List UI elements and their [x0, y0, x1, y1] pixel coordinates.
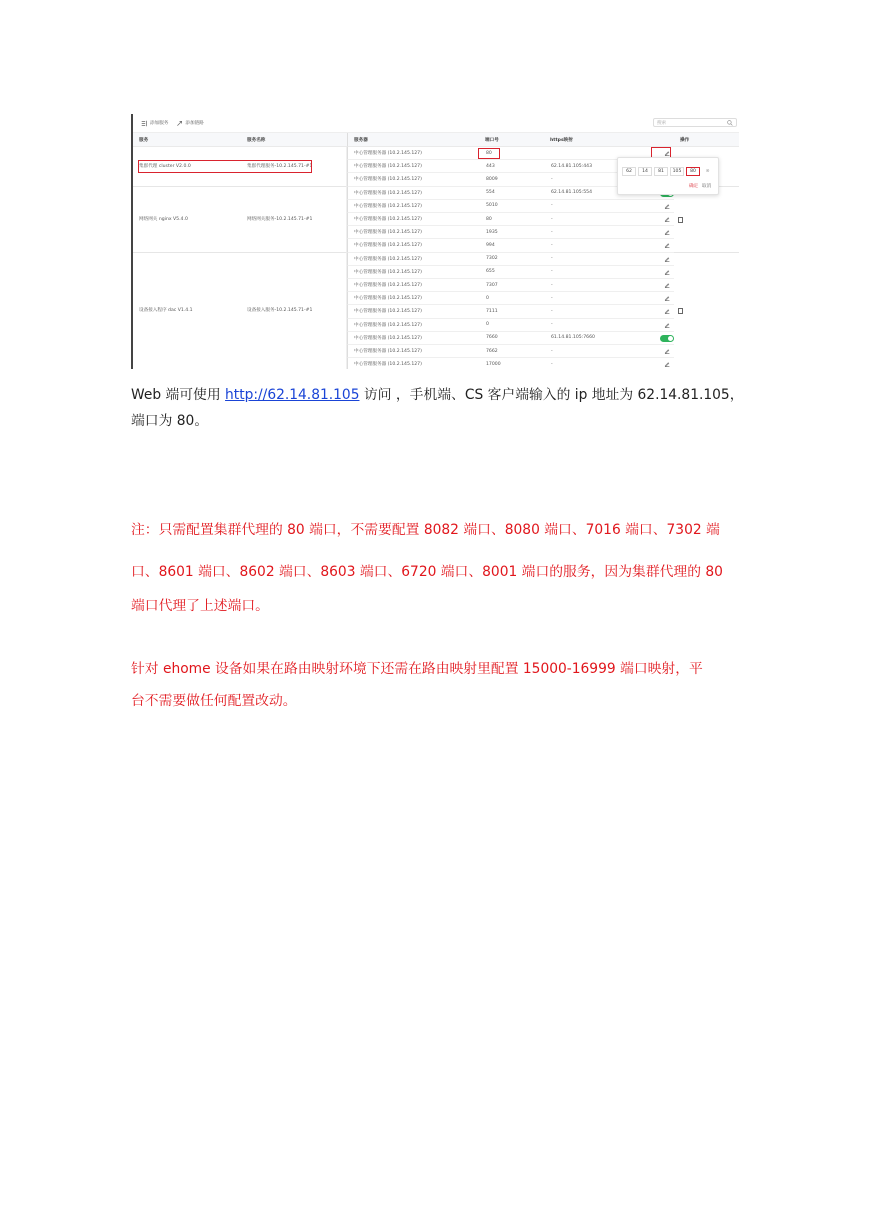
table-row — [347, 226, 674, 239]
link-icon — [176, 120, 183, 127]
server-cell: 中心管理服务器 (10.2.145.127) — [354, 322, 422, 328]
paragraph-web-access — [131, 382, 744, 434]
add-service-button[interactable] — [141, 120, 168, 127]
group-dac — [133, 253, 347, 369]
group-service: 网络网关服务-10.2.145.71-#1 — [247, 217, 313, 222]
port-cell: 17000 — [486, 361, 501, 367]
table-row — [347, 319, 674, 332]
server-cell: 中心管理服务器 (10.2.145.127) — [354, 349, 422, 355]
port-cell: 554 — [486, 190, 495, 196]
edit-icon[interactable] — [664, 295, 670, 301]
table-row — [347, 332, 674, 345]
https-cell: - — [551, 269, 553, 275]
port-cell: 655 — [486, 269, 495, 275]
port-cell: 0 — [486, 295, 489, 301]
text-pre: Web 端可使用 — [131, 387, 226, 403]
edit-icon[interactable] — [664, 348, 670, 354]
ip-segment-1[interactable]: 62 — [622, 167, 636, 176]
server-cell: 中心管理服务器 (10.2.145.127) — [354, 190, 422, 196]
text-post: 访问 ，手机端、CS 客户端输入的 ip 地址为 62.14.81.105， — [359, 387, 744, 403]
paragraph-line: 端口为 80。 — [131, 413, 209, 429]
server-cell: 中心管理服务器 (10.2.145.127) — [354, 243, 422, 249]
paragraph-ehome — [131, 656, 737, 714]
table-row — [347, 305, 674, 318]
paragraph-note — [131, 517, 737, 619]
https-cell: - — [551, 322, 553, 328]
port-cell: 80 — [486, 150, 492, 156]
server-cell: 中心管理服务器 (10.2.145.127) — [354, 309, 422, 315]
paragraph-line: 端口代理了上述端口。 — [131, 598, 269, 614]
header-service-name: 服务名称 — [241, 133, 347, 147]
server-cell: 中心管理服务器 (10.2.145.127) — [354, 230, 422, 236]
paragraph-line: 注：只需配置集群代理的 80 端口，不需要配置 8082 端口、8080 端口、7016 端口、7302 端 — [131, 522, 720, 538]
port-cell: 5010 — [486, 203, 498, 209]
edit-icon[interactable] — [664, 229, 670, 235]
paragraph-line: 针对 ehome 设备如果在路由映射环境下还需在路由映射里配置 15000-16999 端口映射，平 — [131, 661, 703, 677]
ip-segment-2[interactable]: 14 — [638, 167, 652, 176]
server-cell: 中心管理服务器 (10.2.145.127) — [354, 203, 422, 209]
edit-icon[interactable] — [664, 216, 670, 222]
header-operation: 操作 — [674, 133, 739, 147]
group-name: 网络网关 nginx V5.4.0 — [139, 217, 188, 222]
add-service-label: 添加服务 — [150, 121, 169, 126]
cancel-button[interactable]: 取消 — [702, 184, 712, 189]
header-https: https映射 — [544, 133, 674, 147]
trash-icon[interactable] — [678, 217, 683, 223]
port-cell: 0 — [486, 322, 489, 328]
table-row — [347, 266, 674, 279]
https-toggle[interactable] — [660, 335, 674, 342]
table-row — [347, 253, 674, 266]
table-row — [347, 292, 674, 305]
https-cell: - — [551, 242, 553, 248]
edit-icon[interactable] — [664, 256, 670, 262]
https-cell: - — [551, 361, 553, 367]
port-cell: 7111 — [486, 308, 498, 314]
edit-icon[interactable] — [664, 269, 670, 275]
ip-segment-3[interactable]: 81 — [654, 167, 668, 176]
paragraph-line: 台不需要做任何配置改动。 — [131, 693, 297, 709]
https-cell: - — [551, 282, 553, 288]
server-cell: 中心管理服务器 (10.2.145.127) — [354, 177, 422, 183]
table-row — [347, 345, 674, 358]
port-cell: 80 — [486, 216, 492, 222]
port-cell: 7660 — [486, 335, 498, 341]
header-name: 服务 — [133, 133, 241, 147]
edit-icon[interactable] — [664, 361, 670, 367]
https-cell: - — [551, 229, 553, 235]
port-cell: 7302 — [486, 256, 498, 262]
ip-segment-4[interactable]: 105 — [670, 167, 684, 176]
https-cell: - — [551, 256, 553, 262]
edit-icon[interactable] — [664, 203, 670, 209]
server-cell: 中心管理服务器 (10.2.145.127) — [354, 256, 422, 262]
add-link-button[interactable] — [176, 120, 203, 127]
server-cell: 中心管理服务器 (10.2.145.127) — [354, 283, 422, 289]
https-cell: 62.14.81.105:443 — [551, 163, 593, 169]
port-input[interactable]: 80 — [686, 167, 700, 176]
https-cell: - — [551, 295, 553, 301]
confirm-button[interactable]: 确定 — [689, 184, 699, 189]
edit-icon[interactable] — [664, 242, 670, 248]
paragraph-line — [131, 382, 744, 408]
list-add-icon — [141, 120, 148, 127]
server-cell: 中心管理服务器 (10.2.145.127) — [354, 151, 422, 157]
header-port: 端口号 — [479, 133, 544, 147]
https-cell: - — [551, 348, 553, 354]
port-cell: 443 — [486, 163, 495, 169]
port-cell: 8009 — [486, 176, 498, 182]
table-row — [347, 239, 674, 252]
toolbar — [133, 114, 739, 133]
group-service: 集群代理服务-10.2.145.71-#1 — [247, 164, 313, 169]
edit-icon[interactable] — [664, 282, 670, 288]
edit-icon[interactable] — [664, 308, 670, 314]
server-cell: 中心管理服务器 (10.2.145.127) — [354, 362, 422, 368]
table-row — [347, 279, 674, 292]
highlight-port — [478, 148, 500, 159]
search-input[interactable] — [653, 118, 737, 127]
highlight-cluster — [138, 160, 312, 173]
search-placeholder: 搜索 — [657, 120, 667, 126]
group-nginx — [133, 187, 347, 253]
trash-icon[interactable] — [678, 308, 683, 314]
server-cell: 中心管理服务器 (10.2.145.127) — [354, 164, 422, 170]
ip-edit-popover — [617, 157, 719, 195]
table-row — [347, 358, 674, 369]
https-cell: 61.14.81.105:7660 — [551, 335, 595, 341]
server-cell: 中心管理服务器 (10.2.145.127) — [354, 296, 422, 302]
https-cell: 62.14.81.105:554 — [551, 190, 593, 196]
edit-icon[interactable] — [664, 322, 670, 328]
clear-icon[interactable]: ⊗ — [705, 169, 710, 174]
port-cell: 994 — [486, 242, 495, 248]
table-row — [347, 213, 674, 226]
header-server: 服务器 — [347, 133, 479, 147]
group-name: 设备接入程序 dac V1.4.1 — [139, 308, 193, 313]
web-link[interactable]: http://62.14.81.105 — [225, 387, 360, 403]
search-icon — [727, 120, 733, 126]
https-cell: - — [551, 176, 553, 182]
group-name: 集群代理 cluster V2.0.0 — [139, 164, 191, 169]
port-cell: 7662 — [486, 348, 498, 354]
server-cell: 中心管理服务器 (10.2.145.127) — [354, 335, 422, 341]
group-service: 设备接入服务-10.2.145.71-#1 — [247, 308, 313, 313]
port-cell: 7307 — [486, 282, 498, 288]
https-cell: - — [551, 203, 553, 209]
server-cell: 中心管理服务器 (10.2.145.127) — [354, 269, 422, 275]
port-config-screenshot — [131, 114, 739, 369]
add-link-label: 添加链路 — [185, 121, 204, 126]
port-cell: 1935 — [486, 229, 498, 235]
paragraph-line: 口、8601 端口、8602 端口、8603 端口、6720 端口、8001 端口的服务，因为集群代理的 80 — [131, 564, 723, 580]
https-cell: - — [551, 308, 553, 314]
op-group — [674, 187, 739, 253]
https-cell: - — [551, 216, 553, 222]
server-cell: 中心管理服务器 (10.2.145.127) — [354, 217, 422, 223]
table-row — [347, 200, 674, 213]
